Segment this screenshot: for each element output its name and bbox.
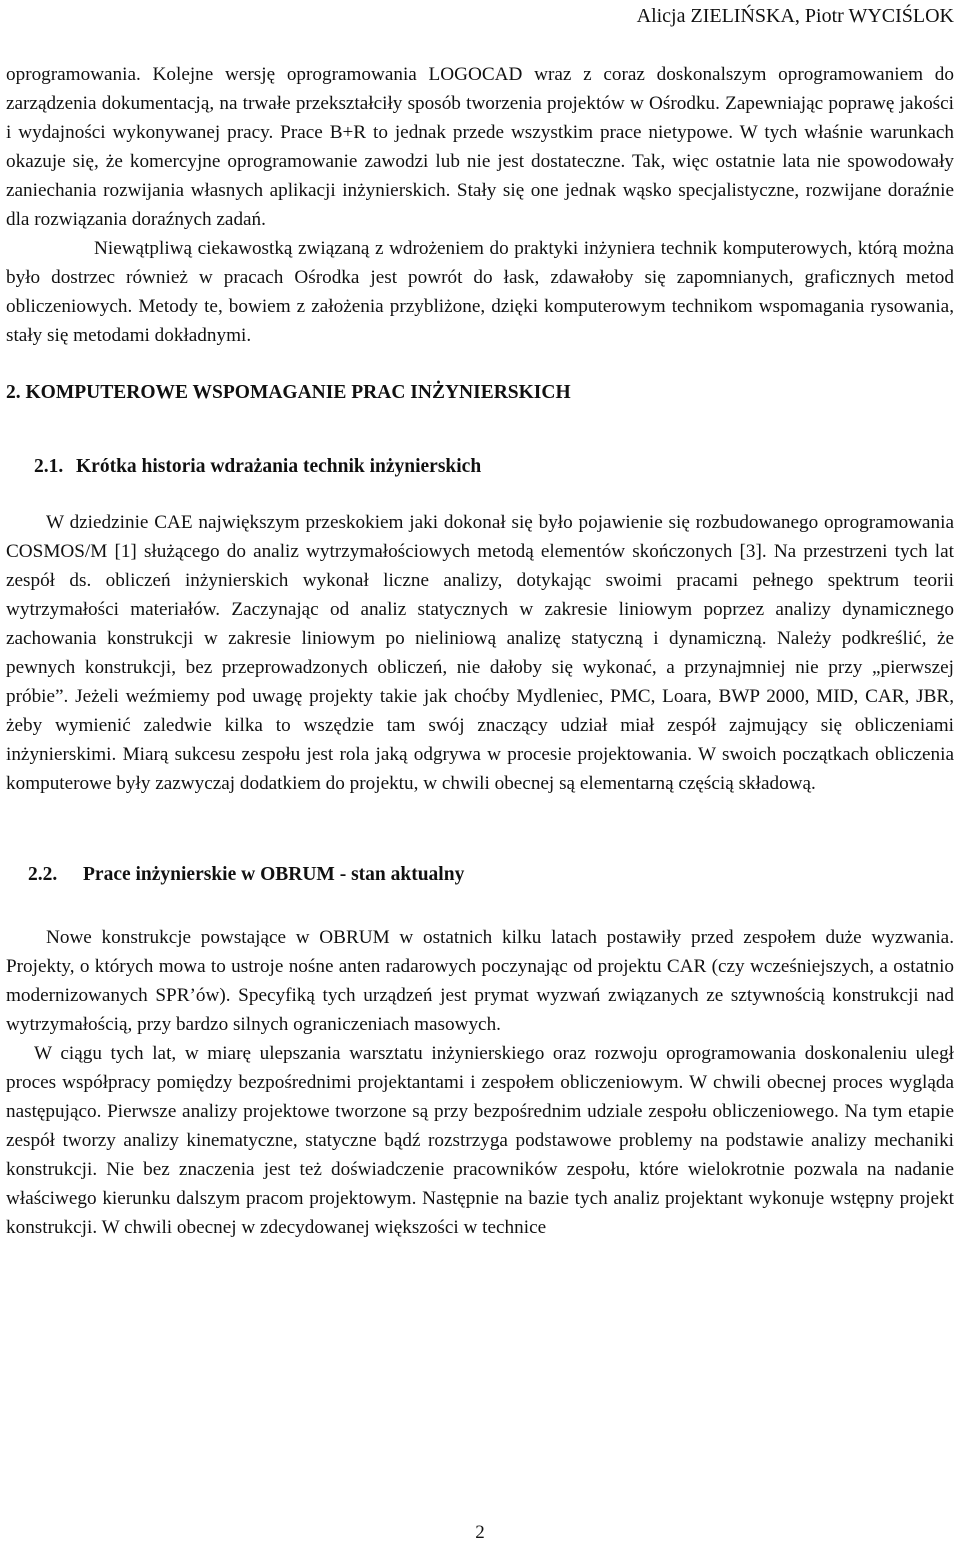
page-number: 2: [475, 1522, 485, 1543]
paragraph-intro-2: Niewątpliwą ciekawostką związaną z wdrożeniem do praktyki inżyniera technik komputerowych, którą można było dostrzec również w pracach Ośrodka jest powrót do łask, zdawałoby się zapomnianych, graficznych metod obliczeniowych. Metody te, bowiem z założenia przybliżone, dzięki komputerowym technikom wspomagania rysowania, stały się metodami dokładnymi.: [6, 238, 954, 346]
running-head-authors: Alicja ZIELIŃSKA, Piotr WYCIŚLOK: [636, 5, 954, 27]
paragraph-intro-1: oprogramowania. Kolejne wersję oprogramowania LOGOCAD wraz z coraz doskonalszym oprogramowaniem do zarządzenia dokumentacją, na trwałe przekształciły sposób tworzenia projektów w Ośrodku. Zapewniając poprawę jakości i wydajności wykonywanej pracy. Prace B+R to jednak przede wszystkim prace nietypowe. W tych właśnie warunkach okazuje się, że komercyjne oprogramowanie zawodzi lub nie jest dostateczne. Tak, więc ostatnie lata nie spowodowały zaniechania rozwijania własnych aplikacji inżynierskich. Stały się one jednak wąsko specjalistyczne, rozwijane doraźnie dla rozwiązania doraźnych zadań.: [6, 64, 954, 230]
spacer: [6, 481, 954, 508]
paragraph-2-1: W dziedzinie CAE największym przeskokiem jaki dokonał się było pojawienie się rozbudowanego oprogramowania COSMOS/M [1] służącego do analiz wytrzymałościowych metodą elementów skończonych [3]. Na przestrzeni tych lat zespół ds. obliczeń inżynierskich wykonał liczne analizy, dotykając swoimi pracami pełnego spektrum teorii wytrzymałości materiałów. Zaczynając od analiz statycznych w zakresie liniowym poprzez analizy dynamicznego zachowania konstrukcji w zakresie liniowym po nieliniową analizę statyczną i dynamiczną. Należy podkreślić, że pewnych konstrukcji, bez przeprowadzonych obliczeń, nie dałoby się wykonać, a przynajmniej nie przy „pierwszej próbie”. Jeżeli weźmiemy pod uwagę projekty takie jak choćby Mydleniec, PMC, Loara, BWP 2000, MID, CAR, JBR, żeby wymienić zaledwie kilka to wszędzie tam swój znaczący udział miał zespół zajmujący się obliczeniami inżynierskimi. Miarą sukcesu zespołu jest rola jaką odgrywa w procesie projektowania. W swoich początkach obliczenia komputerowe były zazwyczaj dodatkiem do projektu, w chwili obecnej są elementarną częścią składową.: [6, 512, 954, 794]
section-title-2-1: Krótka historia wdrażania technik inżynierskich: [76, 456, 482, 477]
page-content: [6, 60, 954, 1242]
spacer: [6, 889, 954, 923]
section-title-2-2: Prace inżynierskie w OBRUM - stan aktualny: [83, 864, 465, 885]
section-number-2-1: 2.1.: [34, 456, 64, 477]
paragraph-2-2-2: W ciągu tych lat, w miarę ulepszania warsztatu inżynierskiego oraz rozwoju oprogramowania doskonaleniu uległ proces współpracy pomiędzy bezpośrednimi projektantami i zespołem obliczeniowym. W chwili obecnej proces wygląda następująco. Pierwsze analizy projektowe tworzone są przy bezpośrednim udziale zespołu obliczeniowego. Na tym etapie zespół tworzy analizy kinematyczne, statyczne bądź rozstrzyga podstawowe problemy na podstawie analizy mechaniki konstrukcji. Nie bez znaczenia jest też doświadczenie pracowników zespołu, które wielokrotnie pozwala na nadanie właściwego kierunku dalszym pracom projektowym. Następnie na bazie tych analiz projektant wykonuje wstępny projekt konstrukcji. W chwili obecnej w zdecydowanej większości w technice: [6, 1043, 954, 1238]
section-heading-2-1: [6, 452, 954, 481]
section-heading-2-2: [6, 860, 954, 889]
spacer: [6, 798, 954, 860]
section-heading-2: 2. KOMPUTEROWE WSPOMAGANIE PRAC INŻYNIERSKICH: [6, 382, 571, 403]
section-number-2-2: 2.2.: [28, 864, 58, 885]
document-page: [6, 0, 954, 1557]
paragraph-2-2-1: Nowe konstrukcje powstające w OBRUM w ostatnich kilku latach postawiły przed zespołem duże wyzwania. Projekty, o których mowa to ustroje nośne anten radarowych poczynając od projektu CAR (czy wcześniejszych, a ostatnio modernizowanych SPR’ów). Specyfiką tych urządzeń jest prymat wyzwań związanych ze sztywnością konstrukcji nad wytrzymałością, przy bardzo silnych ograniczeniach masowych.: [6, 927, 954, 1035]
